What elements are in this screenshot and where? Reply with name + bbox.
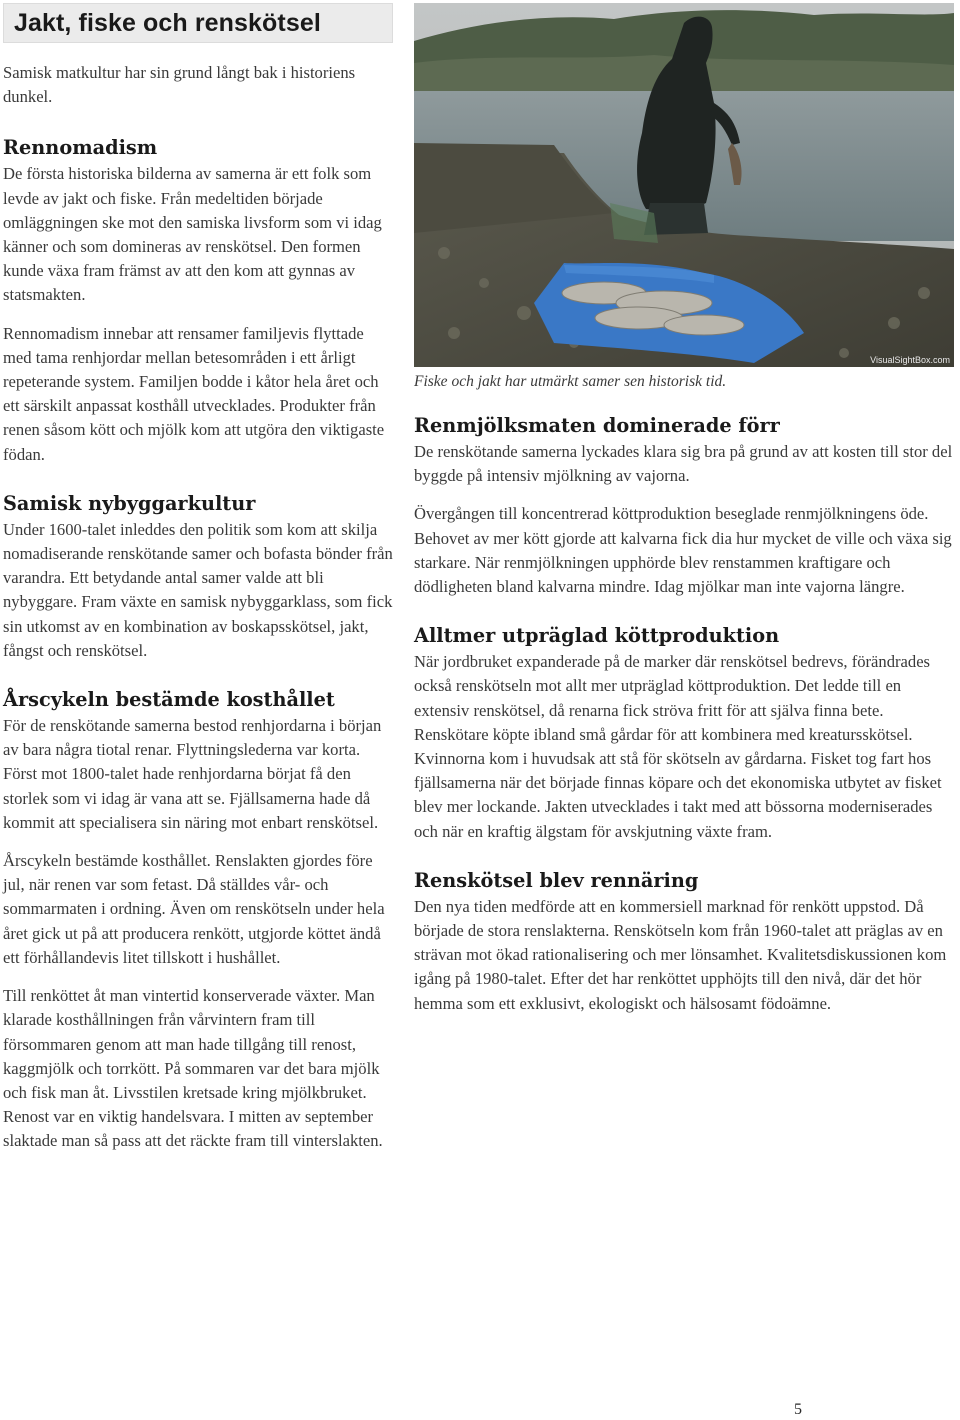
heading-rennomadism: Rennomadism [3,136,158,160]
paragraph: Till renköttet åt man vintertid konserverade växter. Man klarade kosthållningen från vårvintern fram till försommaren genom att man hade tillgång till renost, kaggmjölk och torrkött. På sommaren var det bara mjölk och fisk man åt. Livsstilen kretsade kring mjölkbruket. Renost var en viktig handelsvara. I mitten av september slaktade man så pass att det räckte fram till vinterslakten. [3,986,383,1151]
heading-arscykeln: Årscykeln bestämde kosthållet [3,688,335,712]
paragraph: När jordbruket expanderade på de marker där renskötsel bedrevs, förändrades också renskötseln mot allt mer utpräglad köttproduktion. Det ledde till en extensiv renskötsel, då renarna fick ströva fritt för att själva finna bete. Renskötare köpte ibland små gårdar för att kombinera med kreatursskötsel. Kvinnorna kom i huvudsak att stå för skötseln av gårdarna. Fisket tog fart hos fjällsamerna när det började finnas köpare och det ekonomiska utbytet av fisket blev mer lockande. Jakten utvecklades i takt med att bössorna moderniserades och när en kraftig älgstam för avskjutning växte fram. [414,652,942,841]
photo-caption: Fiske och jakt har utmärkt samer sen historisk tid. [414,373,727,390]
fishing-photo [414,3,954,367]
paragraph: Under 1600-talet inleddes den politik som kom att skilja nomadiserande renskötande samer och bofasta bönder från varandra. Ett betydande antal samer valde att bli nybyggare. Fram växte en samisk nybyggarklass, som fick sin utkomst av en kombination av boskapsskötsel, jakt, fångst och renskötsel. [3,519,393,660]
intro-paragraph: Samisk matkultur har sin grund långt bak i historiens dunkel. [3,63,356,107]
title-box [3,3,393,43]
heading-rennaring: Renskötsel blev rennäring [414,868,699,892]
page-number: 5 [794,1401,802,1418]
paragraph: De första historiska bilderna av samerna är ett folk som levde av jakt och fiske. Från medeltiden började omläggningen ske mot den samiska livsform som vi idag känner och som domineras av renskötsel. Den formen kunde växa fram främst av att den kom att gynnas av statsmakten. [3,164,382,305]
paragraph: Årscykeln bestämde kosthållet. Renslakten gjordes före jul, när renen var som fetast. Då ställdes vår- och sommarmaten i ordning. Även om renskötseln under hela året gick ut på att producera renkött, utgjorde köttet ändå ett förhållandevis litet tillskott i hushållet. [3,851,385,967]
heading-samisk-nybyggarkultur: Samisk nybyggarkultur [3,491,256,515]
paragraph: Den nya tiden medförde att en kommersiell marknad för renkött uppstod. Då började de stora renslakterna. Renskötseln kom från 1960-talet att präglas av en strävan mot ökad rationalisering och mer lönsamhet. Kvalitetsdiskussionen kom igång på 1980-talet. Efter det har renköttet upphöjts till den nivå, där det hör hemma som ett exklusivt, ekologiskt och hälsosamt födoämne. [414,896,947,1013]
left-column [3,3,393,1168]
page-title: Jakt, fiske och renskötsel [14,8,321,37]
photo-watermark: VisualSightBox.com [870,355,950,365]
paragraph: För de renskötande samerna bestod renhjordarna i början av bara några tiotal renar. Flyttningslederna var korta. Först mot 1800-talet hade renhjordarna börjat få den storlek som vi idag är vana att se. Fjällsamerna hade då kommit att specialisera sin näring mot enbart renskötsel. [3,716,382,832]
paragraph: Rennomadism innebar att rensamer familjevis flyttade med tama renhjordar mellan betesområden i ett årligt repeterande system. Familjen bodde i kåtor hela året och ett särskilt anpassat kosthåll utvecklades. Produkter från renen såsom kött och mjölk kom att utgöra den viktigaste födan. [3,323,385,464]
paragraph: De renskötande samerna lyckades klara sig bra på grund av att kosten till stor del byggde på intensiv mjölkning av vajorna. [414,442,953,486]
heading-kottproduktion: Alltmer utpräglad köttproduktion [414,624,780,648]
right-column [414,3,956,1030]
heading-renmjolksmaten: Renmjölksmaten dominerade förr [414,414,780,437]
paragraph: Övergången till koncentrerad köttproduktion beseglade renmjölkningens öde. Behovet av mer kött gjorde att kalvarna fick dia hur mycket de ville och växa sig starkare. När renmjölkningen upphörde blev renstammen kraftigare och dödligheten bland kalvarna mindre. Idag mjölkar man inte vajorna längre. [414,504,952,597]
